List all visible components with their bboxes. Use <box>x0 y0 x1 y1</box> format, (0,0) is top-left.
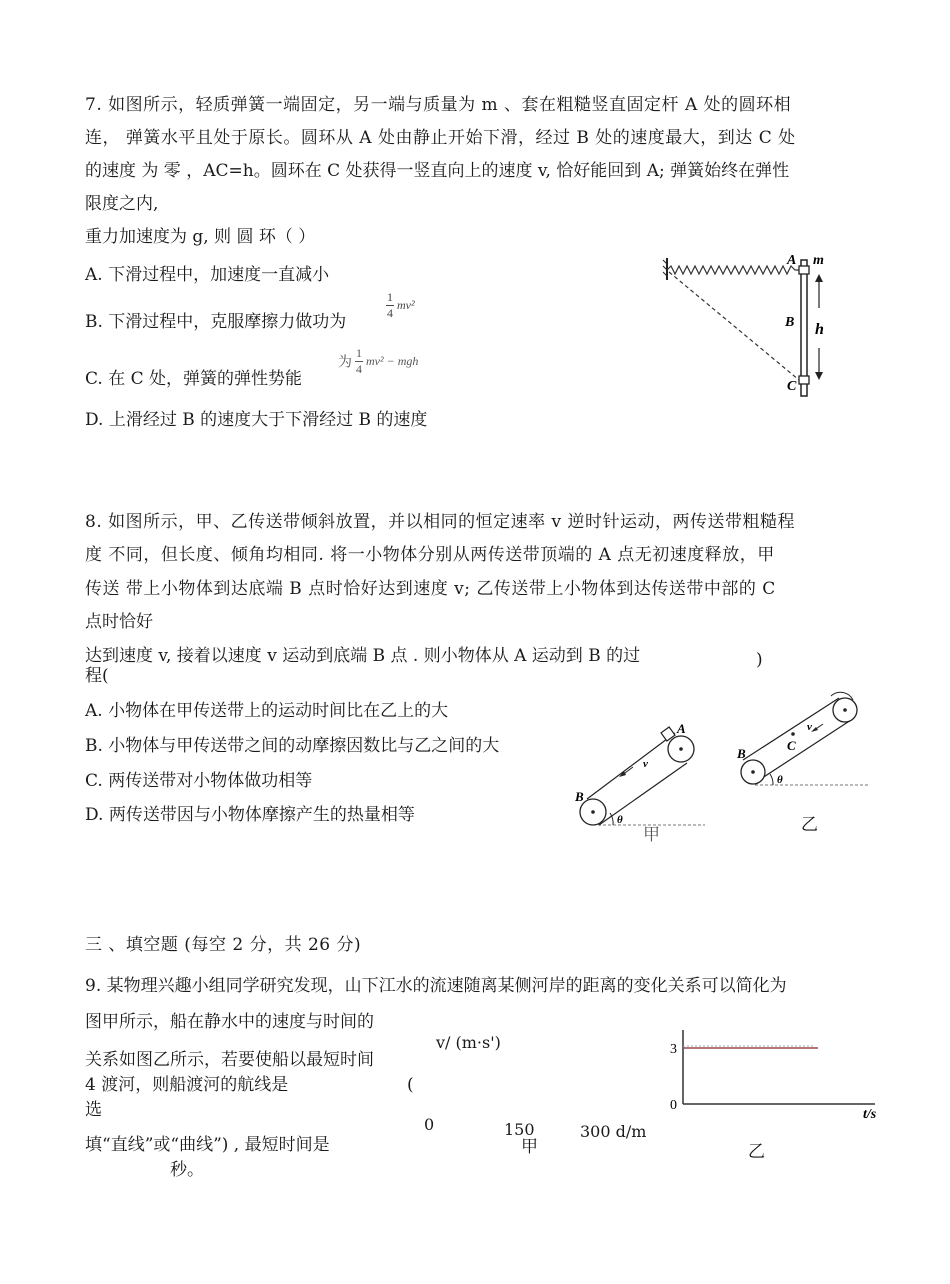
q7-formula-c-prefix: 为 <box>338 355 352 371</box>
q7-fig-label-c: C <box>787 379 797 394</box>
q7-formula-c <box>338 346 418 377</box>
q8-line-1: 8. 如图所示，甲、乙传送带倾斜放置，并以相同的恒定速率 v 逆时针运动，两传送带粗糙程 <box>85 512 796 532</box>
q9-paren: ( <box>407 1075 414 1095</box>
q7-formula-c-denominator: 4 <box>356 362 362 376</box>
q9-yi-xlabel: t/s <box>863 1107 877 1122</box>
q7-fig-label-b: B <box>785 315 795 330</box>
q8-jia-label-b: B <box>575 789 584 804</box>
q7-spring-figure <box>655 248 855 398</box>
q8-option-a: A. 小物体在甲传送带上的运动时间比在乙上的大 <box>85 701 449 721</box>
q9-line-2: 图甲所示，船在静水中的速度与时间的 <box>85 1012 374 1032</box>
q8-yi-label-b: B <box>737 746 746 761</box>
q9-yi-caption: 乙 <box>748 1142 765 1162</box>
q8-jia-label-theta: θ <box>617 814 623 826</box>
q7-formula-b-denominator: 4 <box>387 306 393 320</box>
q8-jia-caption: 甲 <box>643 825 660 845</box>
section-3-heading: 三 、填空题 (每空 2 分，共 26 分) <box>85 935 362 955</box>
q9-line-4: 4 渡河，则船渡河的航线是 <box>85 1075 289 1095</box>
q7-line-1: 7. 如图所示，轻质弹簧一端固定，另一端与质量为 m 、套在粗糙竖直固定杆 A 处的圆环相 <box>85 95 792 115</box>
q9-jia-tick-0: 0 <box>424 1115 435 1134</box>
q8-yi-label-c: C <box>787 738 796 753</box>
q9-yi-tick-3: 3 <box>670 1042 677 1057</box>
q8-option-b: B. 小物体与甲传送带之间的动摩擦因数比与乙之间的大 <box>85 736 500 756</box>
q8-option-d: D. 两传送带因与小物体摩擦产生的热量相等 <box>85 805 415 825</box>
q9-yi-tick-0: 0 <box>670 1098 677 1113</box>
q9-line-1: 9. 某物理兴趣小组同学研究发现，山下江水的流速随离某侧河岸的距离的变化关系可以简化为 <box>85 976 787 996</box>
q7-line-3: 的速度 为 零 ，AC=h。圆环在 C 处获得一竖直向上的速度 v, 恰好能回到 A; 弹簧始终在弹性 <box>85 161 790 181</box>
q8-option-c: C. 两传送带对小物体做功相等 <box>85 771 313 791</box>
q9-line-5: 选 <box>85 1100 102 1120</box>
q9-line-6: 填“直线”或“曲线”) , 最短时间是 <box>85 1135 330 1155</box>
q9-jia-ylabel: v/ (m·s') <box>436 1033 501 1052</box>
q8-line-2: 度 不同，但长度、倾角均相同. 将一小物体分别从两传送带顶端的 A 点无初速度释放，甲 <box>85 545 775 565</box>
q7-line-4: 限度之内, <box>85 194 159 214</box>
q8-yi-caption: 乙 <box>801 815 818 835</box>
q7-formula-c-numerator: 1 <box>356 346 362 360</box>
q8-jia-label-a: A <box>677 721 686 736</box>
q7-option-b: B. 下滑过程中，克服摩擦力做功为 <box>85 312 347 332</box>
q8-jia-label-v: v <box>643 758 648 770</box>
q7-fig-label-m: m <box>813 253 824 268</box>
q7-line-2: 连， 弹簧水平且处于原长。圆环从 A 处由静止开始下滑，经过 B 处的速度最大，到达 C 处 <box>85 128 796 148</box>
q8-line-5: 达到速度 v, 接着以速度 v 运动到底端 B 点 . 则小物体从 A 运动到 B 的过 <box>85 646 641 666</box>
q9-jia-tick-150: 150 <box>504 1120 535 1139</box>
q9-jia-caption: 甲 <box>521 1137 538 1157</box>
q7-formula-b-tail: mv² <box>397 298 415 312</box>
q7-formula-b <box>386 290 415 321</box>
q8-line-3: 传送 带上小物体到达底端 B 点时恰好达到速度 v; 乙传送带上小物体到达传送带中部的 C <box>85 579 776 599</box>
q8-close-paren: ) <box>756 650 763 670</box>
q7-option-a: A. 下滑过程中，加速度一直减小 <box>85 265 330 285</box>
q7-formula-c-tail: mv² − mgh <box>366 354 419 368</box>
q7-option-c: C. 在 C 处，弹簧的弹性势能 <box>85 369 303 389</box>
q7-option-d: D. 上滑经过 B 的速度大于下滑经过 B 的速度 <box>85 410 428 430</box>
q9-jia-tick-300: 300 d/m <box>580 1122 647 1141</box>
q8-yi-label-v: v <box>807 721 812 733</box>
q9-line-3: 关系如图乙所示，若要使船以最短时间 <box>85 1050 374 1070</box>
q7-formula-b-numerator: 1 <box>387 290 393 304</box>
q8-line-6: 程( <box>85 666 109 686</box>
q8-line-4: 点时恰好 <box>85 612 153 632</box>
q7-fig-label-h: h <box>815 321 824 338</box>
q8-yi-label-theta: θ <box>777 774 783 786</box>
q8-conveyor-yi-figure <box>735 690 875 800</box>
q9-speed-time-figure <box>665 1020 895 1130</box>
q9-line-7: 秒。 <box>170 1160 204 1180</box>
q7-fig-label-a: A <box>787 253 797 268</box>
q7-line-5: 重力加速度为 g, 则 圆 环（ ） <box>85 227 316 247</box>
